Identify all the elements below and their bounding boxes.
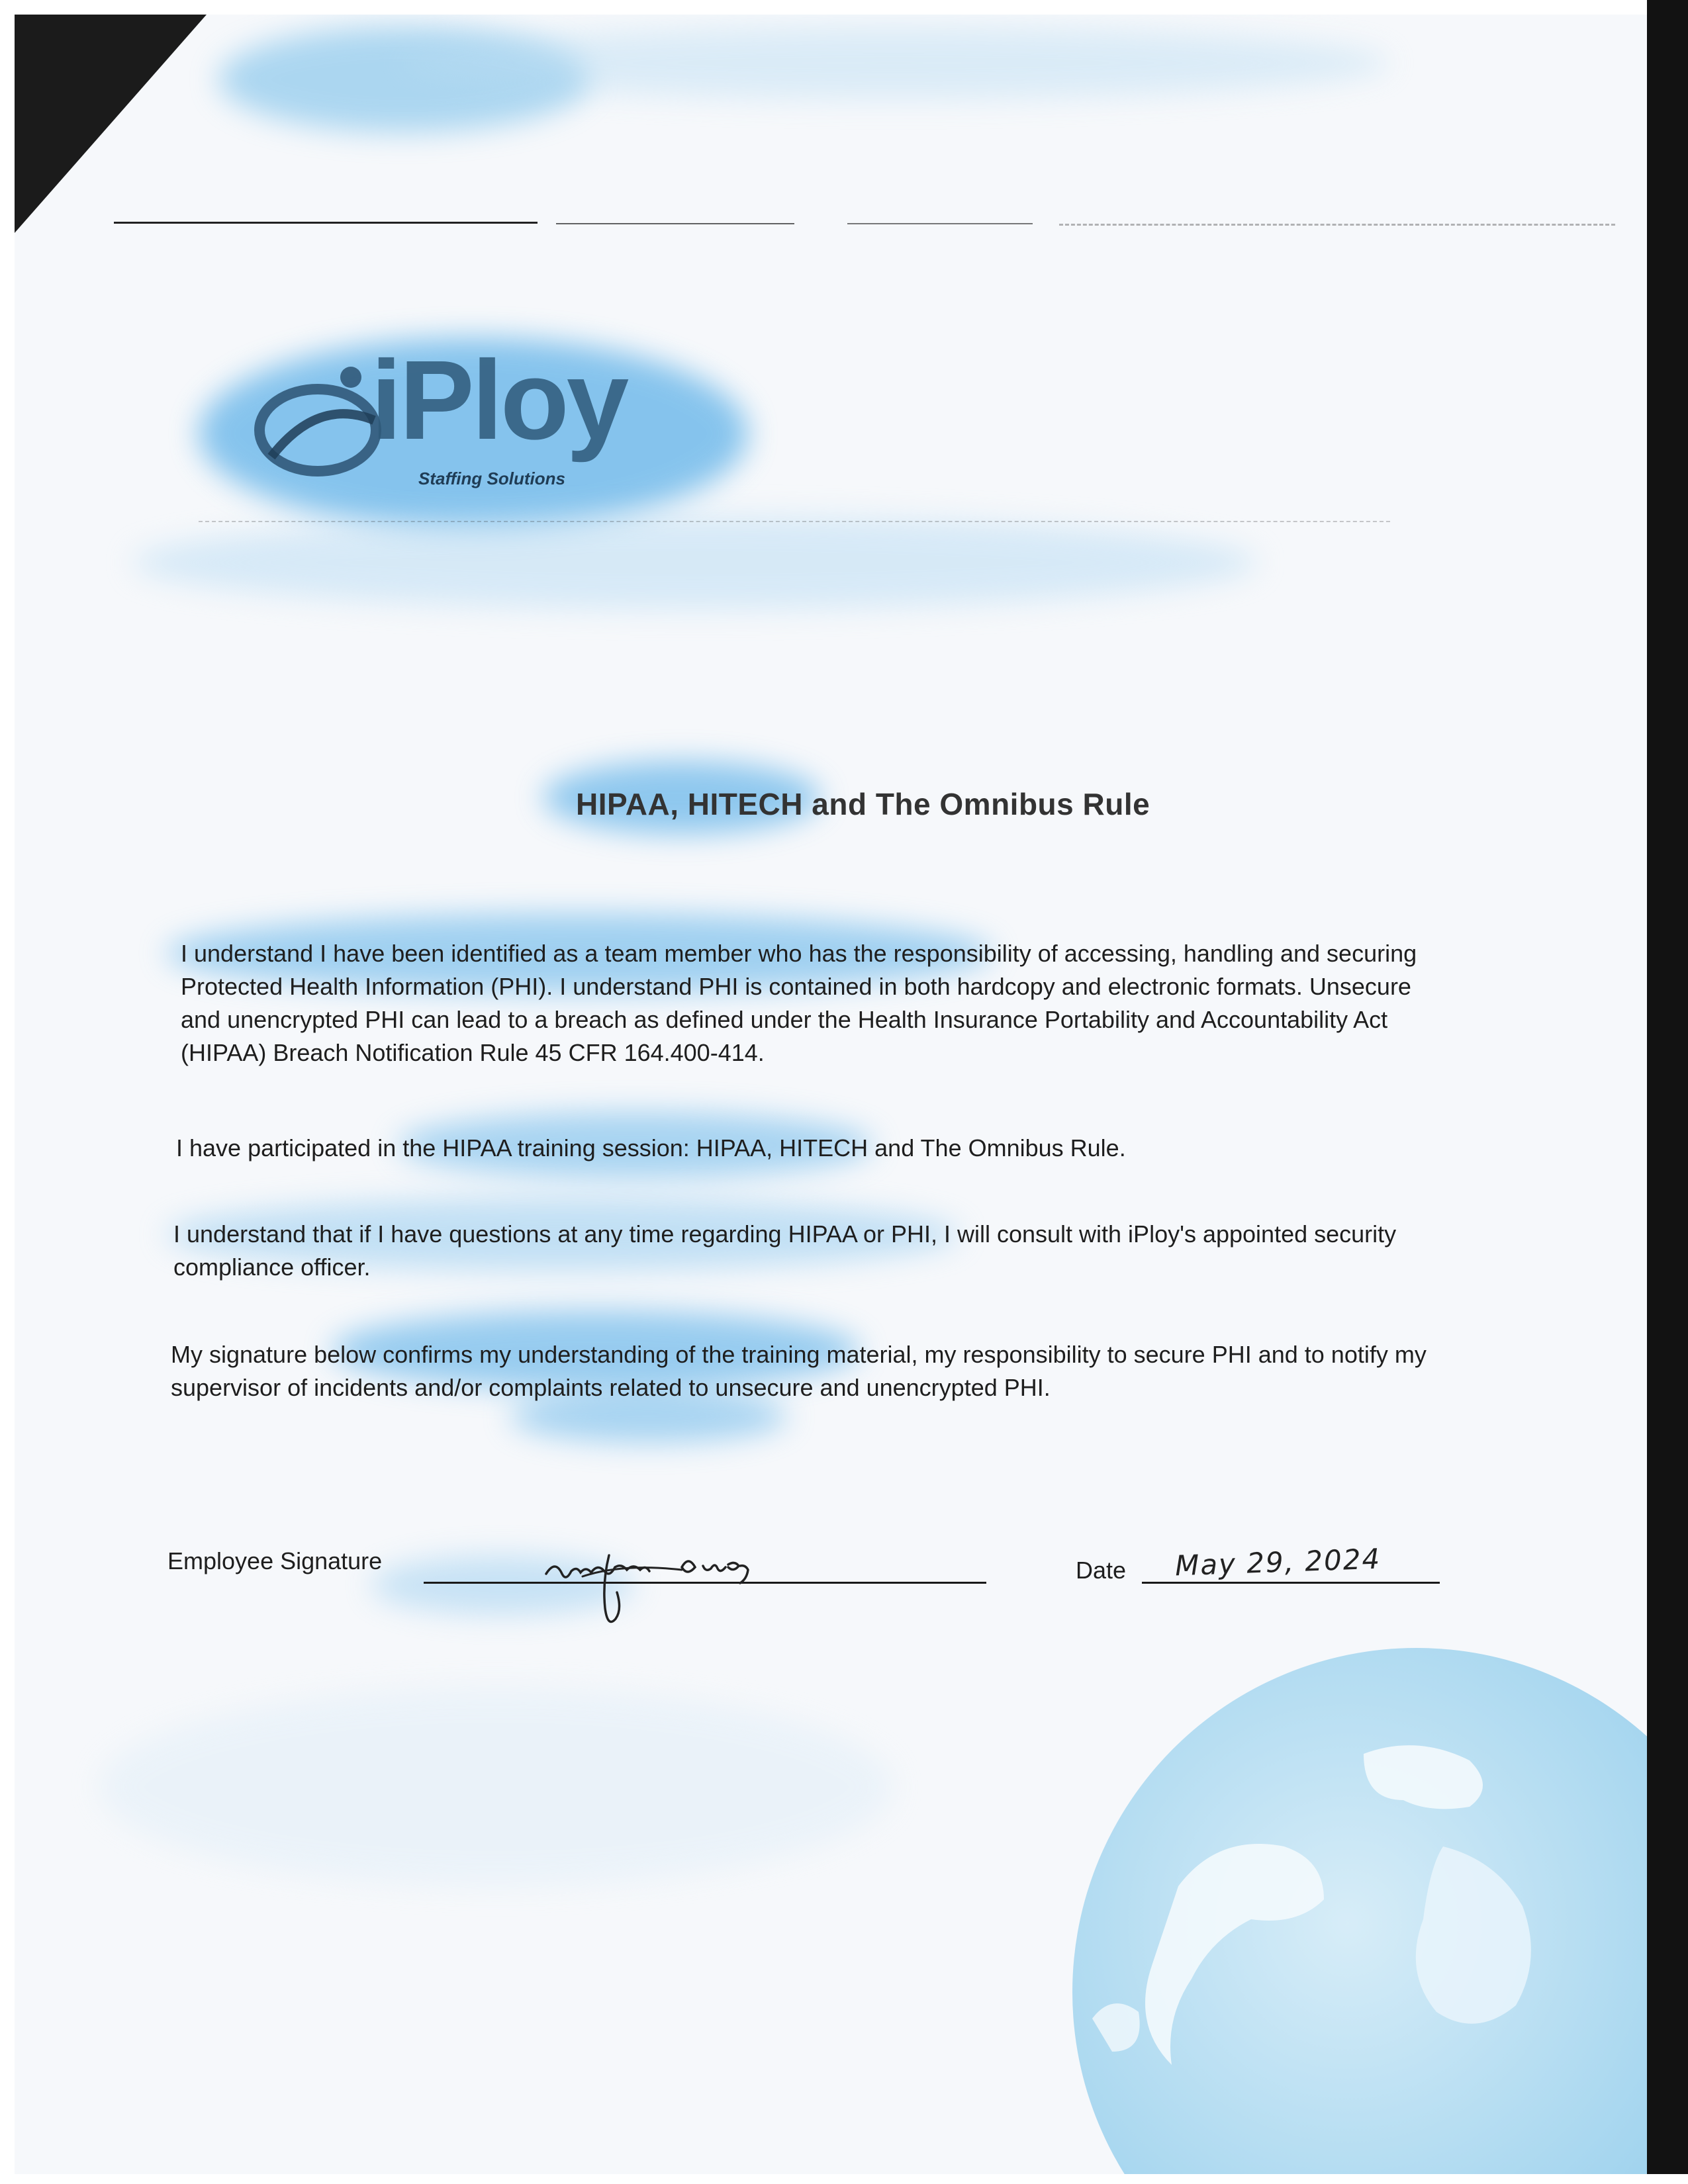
logo-wordmark: iPloy [371,338,627,463]
date-line [1142,1582,1440,1584]
toner-smudge [397,26,1390,99]
paragraph-training [176,1132,1126,1165]
handwritten-date: May 29, 2024 [1174,1542,1382,1582]
employee-signature-label: Employee Signature [167,1547,383,1574]
paragraph-line: I understand that if I have questions at any time regarding HIPAA or PHI, I will consult with iPloy's appointed security [173,1220,1397,1248]
toner-smudge [99,1688,894,1886]
header-rule [114,222,538,224]
paragraph-line: supervisor of incidents and/or complaints related to unsecure and unencrypted PHI. [171,1374,1051,1401]
handwritten-signature [530,1535,781,1635]
globe-icon [940,1648,1668,2177]
paragraph-responsibility [181,937,1417,1069]
date-label: Date [1076,1557,1127,1584]
paragraph-line: compliance officer. [173,1253,371,1281]
document-title: HIPAA, HITECH and The Omnibus Rule [576,787,1150,821]
logo-tagline: Staffing Solutions [418,469,565,488]
scan-border-top [0,0,1688,15]
paragraph-line: and unencrypted PHI can lead to a breach as defined under the Health Insurance Portability and Accountability Act [181,1006,1388,1033]
paragraph-line: (HIPAA) Breach Notification Rule 45 CFR 164.400-414. [181,1039,765,1066]
paragraph-signature-confirmation [171,1338,1427,1404]
paragraph-line: I have participated in the HIPAA training session: HIPAA, HITECH and The Omnibus Rule. [176,1134,1126,1161]
scan-border-left [0,0,15,2184]
paragraph-line: I understand I have been identified as a team member who has the responsibility of accessing, handling and securing [181,940,1417,967]
paragraph-questions [173,1218,1396,1284]
header-rule [1059,224,1615,226]
scan-border-bottom [0,2174,1688,2184]
header-rule [556,223,794,224]
orbit-swoosh-icon [252,357,384,490]
header-rule [847,223,1033,224]
toner-smudge [132,516,1258,609]
company-logo [245,338,722,516]
folded-corner [15,15,207,233]
logo-rule [199,521,1390,522]
paragraph-line: Protected Health Information (PHI). I understand PHI is contained in both hardcopy and electronic formats. Unsecure [181,973,1411,1000]
scan-border-right [1647,0,1688,2184]
paragraph-line: My signature below confirms my understanding of the training material, my responsibility to secure PHI and to notify my [171,1341,1427,1368]
